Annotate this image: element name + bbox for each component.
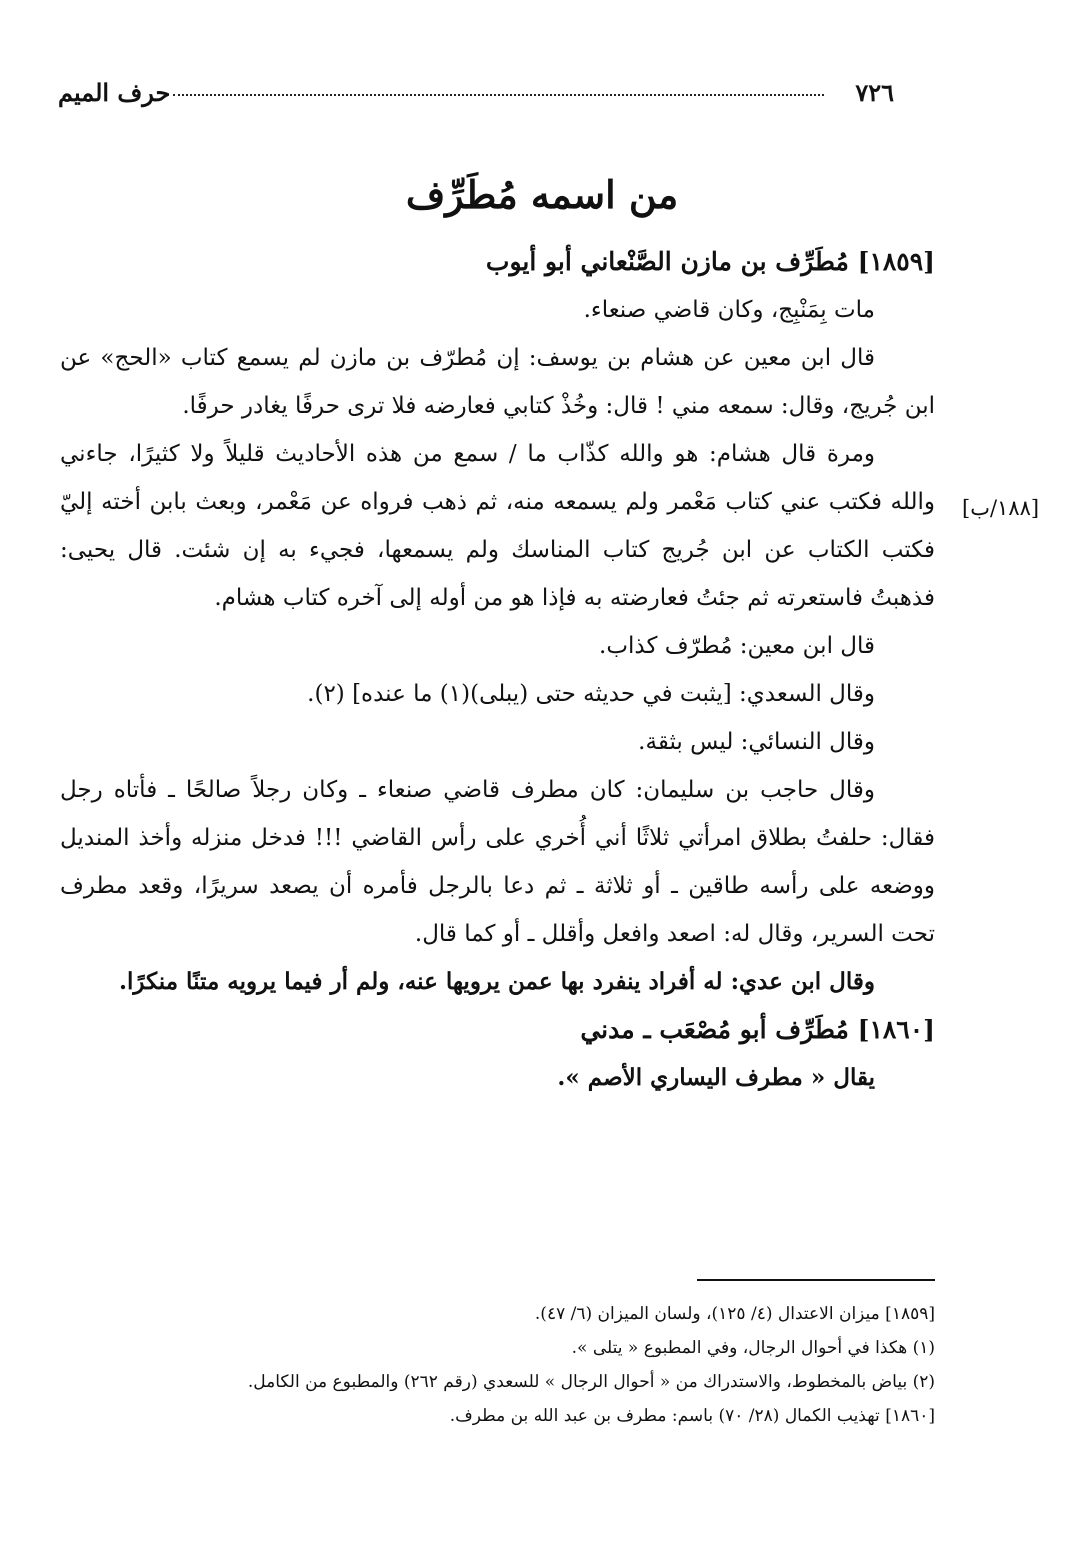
section-title: من اسمه مُطَرِّف	[405, 172, 679, 217]
paragraph: مات بِمَنْبِج، وكان قاضي صنعاء.	[583, 297, 875, 323]
footnote: [١٨٦٠] تهذيب الكمال (٢٨/ ٧٠) باسم: مطرف بن عبد الله بن مطرف.	[449, 1406, 935, 1426]
entry-heading-1860: [١٨٦٠] مُطَرِّف أبو مُصْعَب ـ مدني	[580, 1015, 935, 1044]
header-divider	[173, 94, 824, 96]
paragraph: وقال النسائي: ليس بثقة.	[638, 729, 875, 755]
page-number: ٧٢٦	[855, 78, 894, 107]
margin-folio-note: [١٨٨/ب]	[962, 496, 1040, 520]
paragraph: ومرة قال هشام: هو والله كذّاب ما / سمع من هذه الأحاديث قليلاً ولا كثيرًا، جاءني والله فكتب عني كتاب مَعْمر ولم يسمعه منه، ثم ذهب فرواه عن مَعْمر، وبعث بابن أخته إليّ فكتب الكتاب عن ابن جُريج كتاب المناسك ولم يسمعها، فجيء به إن شئت. قال يحيى: فذهبتُ فاستعرته ثم جئتُ فعارضته به فإذا هو من أوله إلى آخره كتاب هشام.	[60, 441, 935, 611]
paragraph: قال ابن معين: مُطرّف كذاب.	[599, 633, 875, 659]
page-header	[58, 78, 894, 114]
paragraph: يقال « مطرف اليساري الأصم ».	[557, 1064, 875, 1091]
paragraph: وقال حاجب بن سليمان: كان مطرف قاضي صنعاء ـ وكان رجلاً صالحًا ـ فأتاه رجل فقال: حلفتُ بطلاق امرأتي ثلاثًا أني أُخري على رأس القاضي !!! فدخل منزله وأخذ المنديل ووضعه على رأسه طاقين ـ أو ثلاثة ـ ثم دعا بالرجل فأمره أن يصعد سريرًا، وقعد مطرف تحت السرير، وقال له: اصعد وافعل وأقلل ـ أو كما قال.	[60, 777, 935, 947]
paragraph: قال ابن معين عن هشام بن يوسف: إن مُطرّف بن مازن لم يسمع كتاب «الحج» عن ابن جُريج، وقال: سمعه مني ! قال: وخُذْ كتابي فعارضه فلا ترى حرفًا يغادر حرفًا.	[60, 345, 935, 419]
footnote: (٢) بياض بالمخطوط، والاستدراك من « أحوال الرجال » للسعدي (رقم ٢٦٢) والمطبوع من الكامل.	[247, 1372, 935, 1392]
footnote: [١٨٥٩] ميزان الاعتدال (٤/ ١٢٥)، ولسان الميزان (٦/ ٤٧).	[534, 1304, 935, 1324]
entry-heading-1859: [١٨٥٩] مُطَرِّف بن مازن الصَّنْعاني أبو أيوب	[485, 247, 935, 276]
paragraph: وقال السعدي: [يثبت في حديثه حتى (يبلى)(١) ما عنده] (٢).	[307, 681, 875, 707]
footnote: (١) هكذا في أحوال الرجال، وفي المطبوع « يتلى ».	[571, 1338, 935, 1358]
paragraph: وقال ابن عدي: له أفراد ينفرد بها عمن يرويها عنه، ولم أر فيما يرويه متنًا منكرًا.	[119, 968, 875, 995]
chapter-title: حرف الميم	[58, 78, 171, 107]
footnotes	[100, 1297, 935, 1433]
footnote-divider	[697, 1279, 935, 1281]
main-text	[60, 238, 935, 1102]
